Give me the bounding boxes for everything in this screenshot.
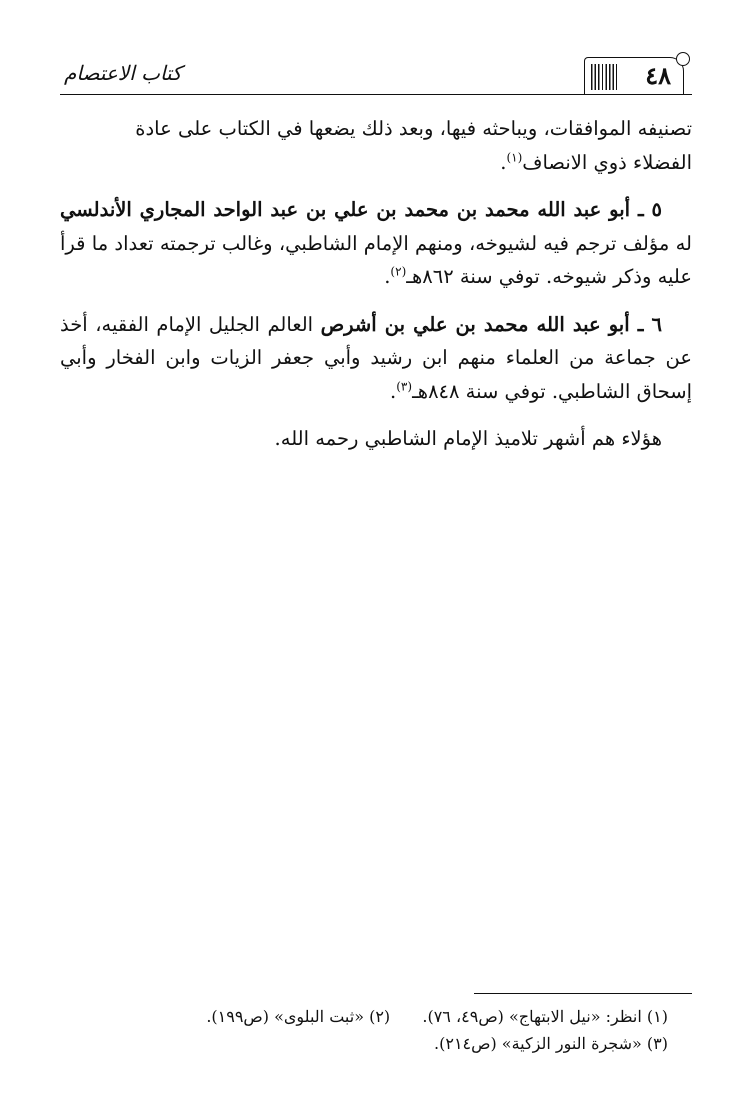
footnote-line-2 [68, 1030, 668, 1057]
ornament-lines-icon [591, 64, 617, 90]
paragraph-2-text: له مؤلف ترجم فيه لشيوخه، ومنهم الإمام الشاطبي، وغالب ترجمته تعداد ما قرأ عليه وذكر شيوخه. توفي سنة ٨٦٢هـ [60, 231, 692, 288]
paragraph-1-line-1: تصنيفه الموافقات، ويباحثه فيها، وبعد ذلك يضعها في الكتاب على عادة [135, 117, 692, 140]
page-number: ٤٨ [645, 61, 671, 90]
paragraph-1 [60, 112, 692, 179]
header-rule [60, 94, 692, 95]
ornament-circle-icon [676, 52, 690, 66]
book-title: كتاب الاعتصام [64, 61, 182, 85]
footnote-ref-2: (٢) [390, 264, 407, 279]
footnote-rule [474, 993, 692, 994]
footnote-ref-3: (٣) [396, 379, 413, 393]
scholar-5-name: ٥ ـ أبو عبد الله محمد بن محمد بن علي بن عبد الواحد المجاري الأندلسي [60, 198, 662, 221]
footnote-3-number: (٣) [646, 1034, 668, 1053]
closing-sentence: هؤلاء هم أشهر تلاميذ الإمام الشاطبي رحمه الله. [274, 427, 662, 450]
footnote-ref-1: (١) [506, 150, 523, 164]
footnote-line-1 [68, 1003, 668, 1030]
footnote-2-number: (٢) [369, 1007, 391, 1026]
main-text [60, 112, 692, 456]
paragraph-1-line-2: الفضلاء ذوي الانصاف [522, 150, 692, 174]
footnotes [68, 1003, 668, 1057]
footnote-1-text: انظر: «نيل الابتهاج» (ص٤٩، ٧٦). [422, 1007, 642, 1026]
footnote-3-text: «شجرة النور الزكية» (ص٢١٤). [434, 1034, 642, 1053]
paragraph-3-end: . [390, 379, 397, 403]
scholar-6-name: ٦ ـ أبو عبد الله محمد بن علي بن أشرص [320, 312, 662, 336]
page-number-frame [584, 57, 684, 94]
paragraph-2-end: . [384, 265, 391, 288]
footnote-1-number: (١) [646, 1007, 668, 1026]
footnote-2-text: «ثبت البلوى» (ص١٩٩). [206, 1007, 364, 1026]
paragraph-2 [60, 193, 692, 294]
paragraph-1-end: . [500, 150, 507, 174]
paragraph-3-text: العالم الجليل الإمام الفقيه، أخذ عن جماعة من العلماء منهم ابن رشيد وأبي جعفر الزيات وابن الفخار وأبي إسحاق الشاطبي. توفي سنة ٨٤٨هـ [60, 312, 692, 403]
page-header [60, 55, 692, 95]
paragraph-3 [60, 308, 692, 409]
